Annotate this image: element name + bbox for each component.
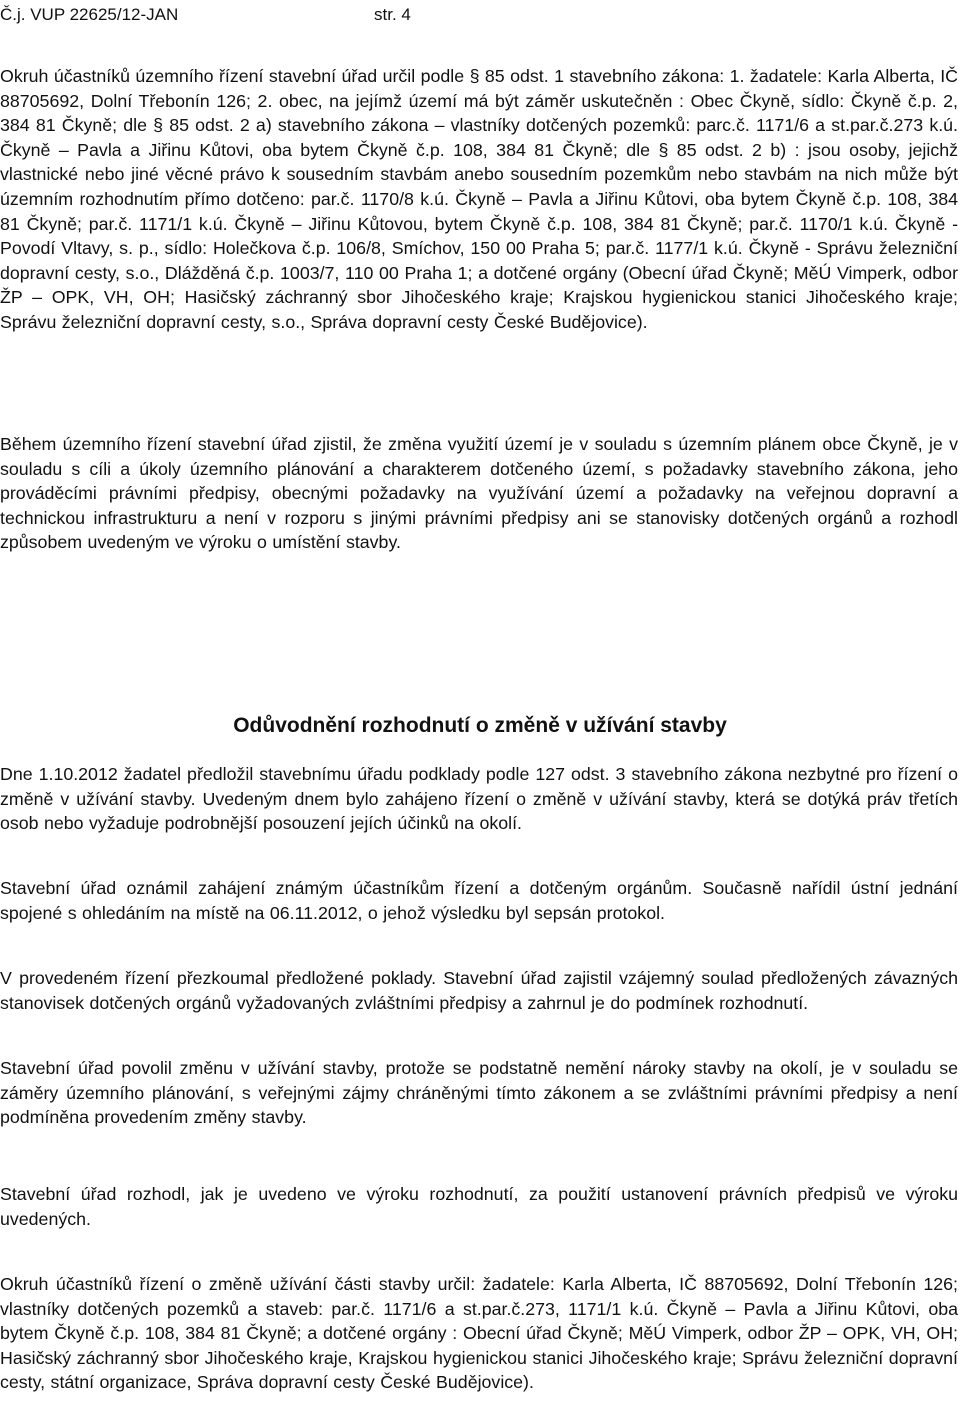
page-number: str. 4 <box>374 5 411 24</box>
participants-summary-paragraph: Okruh účastníků řízení o změně užívání části stavby určil: žadatele: Karla Alberta, IČ 88705692, Dolní Třebonín 126; vlastníky dotčených pozemků a staveb: par.č. 1171/6 a st.par.č.273, 1171/1 k.ú. Čkyně – Pavla a Jiřinu Kůtovi, oba bytem Čkyně č.p. 108, 384 81 Čkyně; a dotčené orgány : Obecní úřad Čkyně; MěÚ Vimperk, odbor ŽP – OPK, VH, OH; Hasičský záchranný sbor Jihočeského kraje, Krajskou hygienickou stanici Jihočeského kraje; Správu železniční dopravní cesty, státní organizace, Správa dopravní cesty České Budějovice). <box>0 1274 958 1393</box>
notification-paragraph: Stavební úřad oznámil zahájení známým účastníkům řízení a dotčeným orgánům. Současně nařídil ústní jednání spojené s ohledáním na místě na 06.11.2012, o jehož výsledku byl sepsán protokol. <box>0 878 958 923</box>
participants-paragraph: Okruh účastníků územního řízení stavební úřad určil podle § 85 odst. 1 stavebního zákona: 1. žadatele: Karla Alberta, IČ 88705692, Dolní Třebonín 126; 2. obec, na jejímž území má být záměr uskutečněn : Obec Čkyně, sídlo: Čkyně č.p. 2, 384 81 Čkyně; dle § 85 odst. 2 a) stavebního zákona – vlastníky dotčených pozemků: parc.č. 1171/6 a st.par.č.273 k.ú. Čkyně – Pavla a Jiřinu Kůtovi, oba bytem Čkyně č.p. 108, 384 81 Čkyně; dle § 85 odst. 2 b) : jsou osoby, jejichž vlastnické nebo jiné věcné právo k sousedním stavbám anebo sousedním pozemkům nebo stavbám na nich může být územním rozhodnutím přímo dotčeno: par.č. 1170/8 k.ú. Čkyně – Pavla a Jiřinu Kůtovi, oba bytem Čkyně č.p. 108, 384 81 Čkyně; par.č. 1171/1 k.ú. Čkyně – Jiřinu Kůtovou, bytem Čkyně č.p. 108, 384 81 Čkyně; par.č. 1170/1 k.ú. Čkyně - Povodí Vltavy, s. p., sídlo: Holečkova č.p. 106/8, Smíchov, 150 00 Praha 5; par.č. 1177/1 k.ú. Čkyně - Správu železniční dopravní cesty, s.o., Dlážděná č.p. 1003/7, 110 00 Praha 1; a dotčené orgány (Obecní úřad Čkyně; MěÚ Vimperk, odbor ŽP – OPK, VH, OH; Hasičský záchranný sbor Jihočeského kraje; Krajskou hygienickou stanici Jihočeského kraje; Správu železniční dopravní cesty, s.o., Správa dopravní cesty České Budějovice). <box>0 66 958 332</box>
findings-paragraph: Během územního řízení stavební úřad zjistil, že změna využití území je v souladu s územním plánem obce Čkyně, je v souladu s cíli a úkoly územního plánování a charakterem dotčeného území, s požadavky stavebního zákona, jeho prováděcími právními předpisy, obecnými požadavky na využívání území a požadavky na veřejnou dopravní a technickou infrastrukturu a není v rozporu s jinými právními předpisy ani se stanovisky dotčených orgánů a rozhodl způsobem uvedeným ve výroku o umístění stavby. <box>0 434 958 553</box>
section-heading: Odůvodnění rozhodnutí o změně v užívání stavby <box>233 714 727 737</box>
approval-paragraph: Stavební úřad povolil změnu v užívání stavby, protože se podstatně nemění nároky stavby na okolí, je v souladu se záměry územního plánování, s veřejnými zájmy chráněnými tímto zákonem a se zvláštními právními předpisy a není podmíněna provedením změny stavby. <box>0 1058 958 1128</box>
decision-paragraph: Stavební úřad rozhodl, jak je uvedeno ve výroku rozhodnutí, za použití ustanovení právních předpisů ve výroku uvedených. <box>0 1184 958 1229</box>
submission-paragraph: Dne 1.10.2012 žadatel předložil stavebnímu úřadu podklady podle 127 odst. 3 stavebního zákona nezbytné pro řízení o změně v užívání stavby. Uvedeným dnem bylo zahájeno řízení o změně v užívání stavby, která se dotýká práv třetích osob nebo vyžaduje podrobnější posouzení jejích účinků na okolí. <box>0 764 958 834</box>
review-paragraph: V provedeném řízení přezkoumal předložené poklady. Stavební úřad zajistil vzájemný soulad předložených závazných stanovisek dotčených orgánů vyžadovaných zvláštními předpisy a zahrnul je do podmínek rozhodnutí. <box>0 968 958 1013</box>
reference-number: Č.j. VUP 22625/12-JAN <box>0 5 179 24</box>
